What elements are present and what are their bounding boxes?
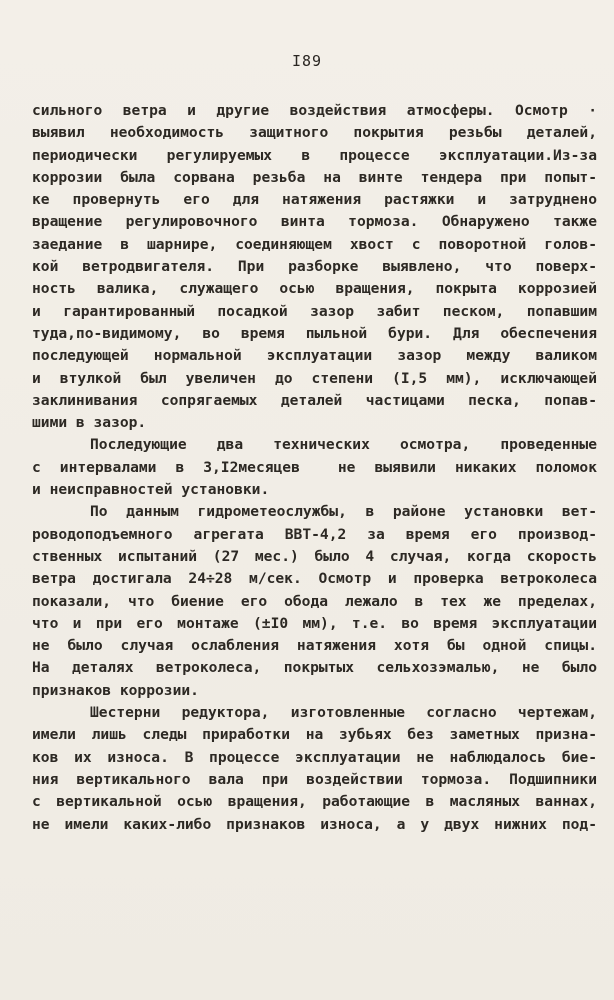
text-line: шими в зазор.: [32, 414, 147, 432]
text-line: Последующие два технических осмотра, проведенные: [90, 436, 597, 454]
text-line: не было случая ослабления натяжения хотя бы одной спицы.: [32, 637, 597, 655]
body-text: [32, 100, 597, 836]
text-line: На деталях ветроколеса, покрытых сельхозэмалью, не было: [32, 659, 597, 677]
text-line: признаков коррозии.: [32, 681, 199, 699]
text-line: что и при его монтаже (±I0 мм), т.е. во время эксплуатации: [32, 614, 597, 632]
text-line: и гарантированный посадкой зазор забит песком, попавшим: [32, 302, 597, 320]
text-line: и втулкой был увеличен до степени (I,5 мм), исключающей: [32, 369, 597, 387]
text-line: выявил необходимость защитного покрытия резьбы деталей,: [32, 124, 597, 142]
text-line: с интервалами в 3,I2месяцев не выявили никаких поломок: [32, 458, 597, 476]
text-line: имели лишь следы приработки на зубьях без заметных призна-: [32, 726, 597, 744]
text-line: ственных испытаний (27 мес.) было 4 случая, когда скорость: [32, 547, 597, 565]
text-line: ность валика, служащего осью вращения, покрыта коррозией: [32, 280, 597, 298]
text-line: и неисправностей установки.: [32, 481, 270, 499]
text-line: периодически регулируемых в процессе эксплуатации.Из-за: [32, 146, 597, 164]
text-line: сильного ветра и другие воздействия атмосферы. Осмотр ·: [32, 102, 597, 119]
text-line: ков их износа. В процессе эксплуатации не наблюдалось бие-: [32, 748, 597, 766]
text-line: ния вертикального вала при воздействии тормоза. Подшипники: [32, 770, 597, 788]
text-line: не имели каких-либо признаков износа, а у двух нижних под-: [32, 815, 597, 833]
text-line: коррозии была сорвана резьба на винте тендера при попыт-: [32, 168, 597, 186]
text-line: последующей нормальной эксплуатации зазор между валиком: [32, 347, 597, 365]
text-line: По данным гидрометеослужбы, в районе установки вет-: [90, 503, 597, 521]
page-number: I89: [291, 52, 323, 70]
text-line: кой ветродвигателя. При разборке выявлено, что поверх-: [32, 258, 597, 276]
text-line: туда,по-видимому, во время пыльной бури. Для обеспечения: [32, 324, 597, 342]
text-line: показали, что биение его обода лежало в тех же пределах,: [32, 592, 597, 610]
text-line: с вертикальной осью вращения, работающие в масляных ваннах,: [32, 793, 597, 811]
text-line: роводоподъемного агрегата ВВТ-4,2 за время его производ-: [32, 525, 597, 543]
text-line: заедание в шарнире, соединяющем хвост с поворотной голов-: [32, 235, 597, 253]
text-line: ветра достигала 24÷28 м/сек. Осмотр и проверка ветроколеса: [32, 570, 597, 588]
text-line: заклинивания сопрягаемых деталей частицами песка, попав-: [32, 391, 597, 409]
text-line: Шестерни редуктора, изготовленные согласно чертежам,: [90, 704, 597, 722]
text-line: ке провернуть его для натяжения растяжки и затруднено: [32, 191, 597, 209]
text-line: вращение регулировочного винта тормоза. Обнаружено также: [32, 213, 597, 231]
